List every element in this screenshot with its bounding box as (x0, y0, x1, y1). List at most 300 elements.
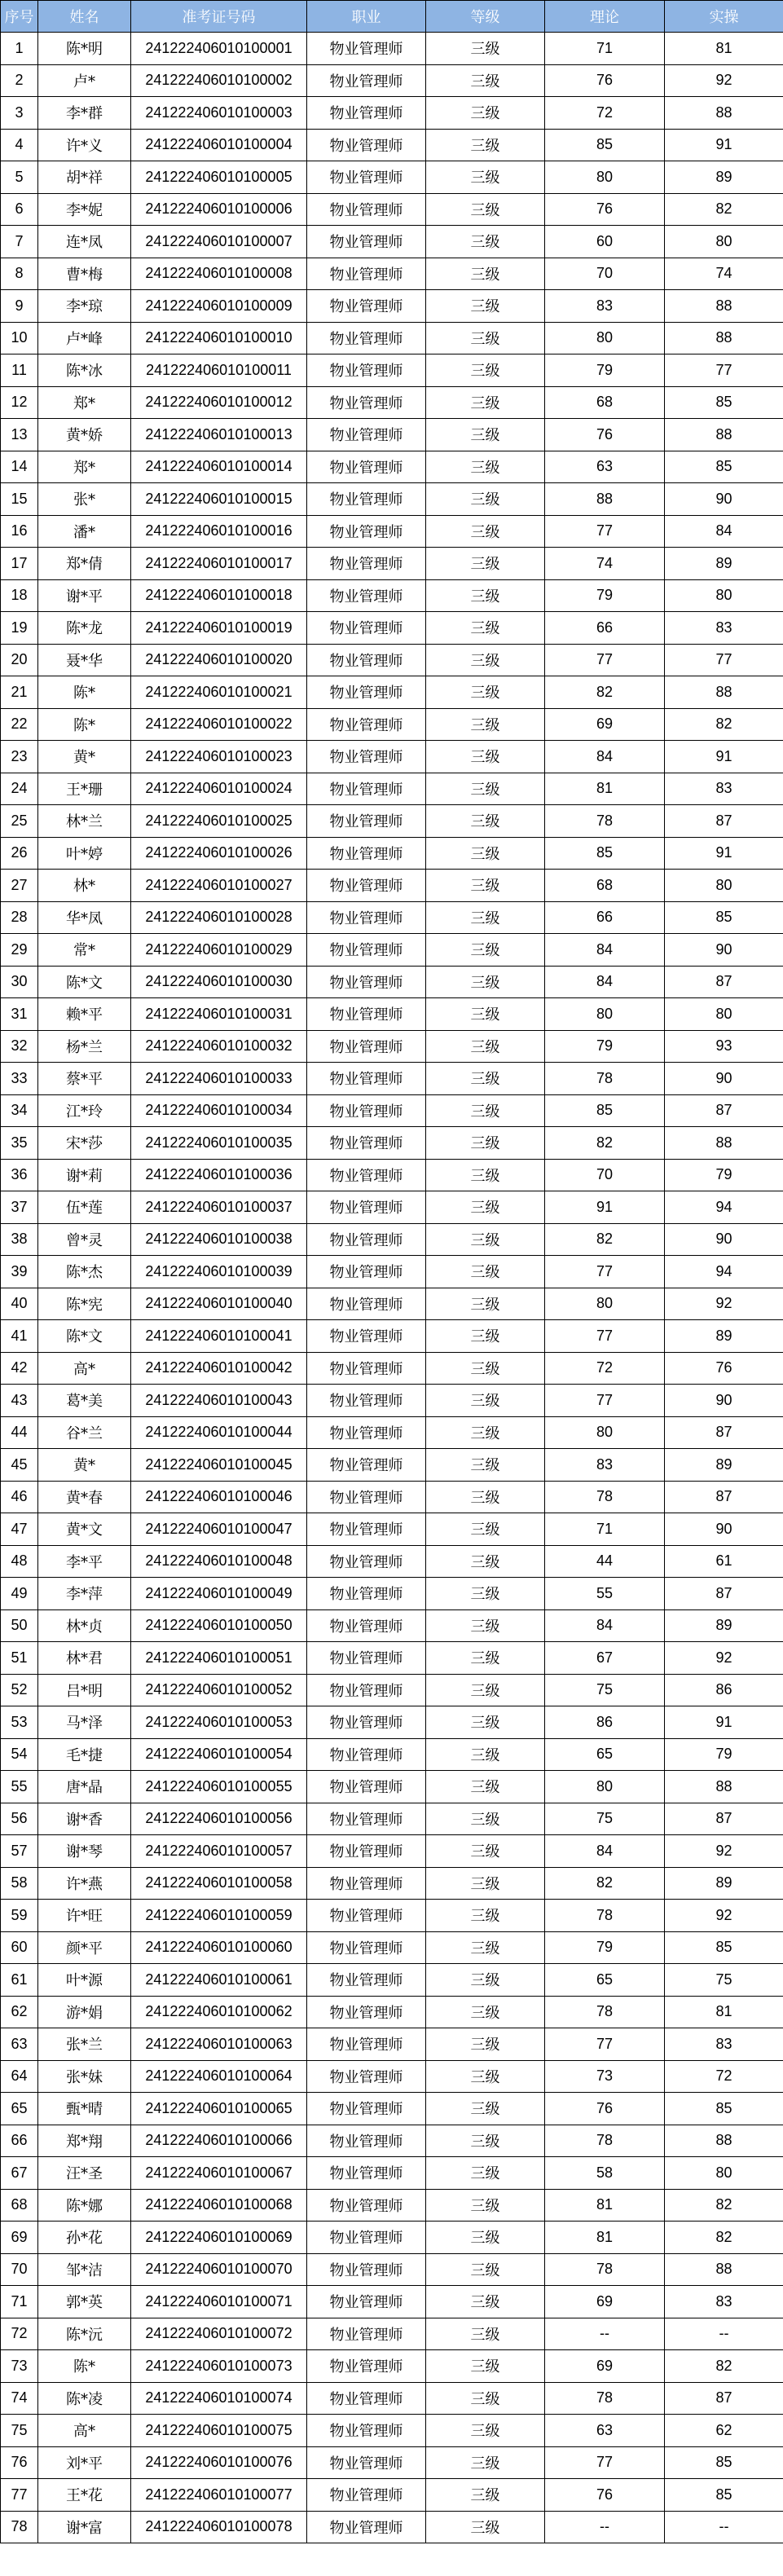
cell-name: 张* (38, 483, 131, 516)
cell-practical: 82 (665, 2350, 783, 2383)
cell-practical: 85 (665, 2479, 783, 2512)
cell-occupation: 物业管理师 (307, 966, 426, 998)
cell-level: 三级 (426, 1191, 545, 1224)
cell-practical: 90 (665, 934, 783, 967)
cell-seq: 51 (1, 1642, 38, 1675)
cell-exam-number: 241222406010100048 (131, 1545, 307, 1578)
cell-name: 李*琼 (38, 290, 131, 323)
cell-seq: 77 (1, 2479, 38, 2512)
cell-exam-number: 241222406010100023 (131, 741, 307, 773)
cell-level: 三级 (426, 1352, 545, 1385)
cell-practical: 81 (665, 1996, 783, 2028)
cell-occupation: 物业管理师 (307, 161, 426, 194)
cell-name: 郭*英 (38, 2286, 131, 2318)
cell-theory: 80 (545, 1288, 665, 1320)
cell-theory: 81 (545, 773, 665, 805)
cell-practical: 85 (665, 2093, 783, 2125)
table-row (1, 548, 783, 580)
cell-occupation: 物业管理师 (307, 1481, 426, 1513)
cell-exam-number: 241222406010100004 (131, 129, 307, 161)
cell-name: 许*义 (38, 129, 131, 161)
cell-seq: 7 (1, 226, 38, 258)
table-row (1, 1674, 783, 1706)
table-row (1, 1481, 783, 1513)
table-row (1, 579, 783, 612)
header-exam-number: 准考证号码 (131, 1, 307, 33)
cell-theory: 77 (545, 515, 665, 548)
cell-theory: 66 (545, 901, 665, 934)
cell-exam-number: 241222406010100065 (131, 2093, 307, 2125)
cell-seq: 74 (1, 2382, 38, 2415)
cell-name: 张*妹 (38, 2060, 131, 2093)
cell-practical: 72 (665, 2060, 783, 2093)
cell-name: 连*凤 (38, 226, 131, 258)
cell-theory: 60 (545, 226, 665, 258)
cell-exam-number: 241222406010100030 (131, 966, 307, 998)
cell-practical: 91 (665, 837, 783, 870)
cell-level: 三级 (426, 2093, 545, 2125)
table-row (1, 2479, 783, 2512)
cell-name: 李*萍 (38, 1578, 131, 1610)
cell-theory: 86 (545, 1706, 665, 1739)
cell-level: 三级 (426, 548, 545, 580)
table-row (1, 226, 783, 258)
cell-theory: 84 (545, 1835, 665, 1868)
cell-practical: 94 (665, 1191, 783, 1224)
cell-name: 李*妮 (38, 193, 131, 226)
cell-seq: 70 (1, 2253, 38, 2286)
cell-occupation: 物业管理师 (307, 901, 426, 934)
cell-occupation: 物业管理师 (307, 64, 426, 97)
cell-name: 高* (38, 2415, 131, 2447)
cell-level: 三级 (426, 161, 545, 194)
cell-practical: 79 (665, 1159, 783, 1191)
cell-theory: 79 (545, 354, 665, 387)
cell-practical: 84 (665, 515, 783, 548)
cell-exam-number: 241222406010100025 (131, 805, 307, 838)
cell-theory: 69 (545, 2350, 665, 2383)
cell-occupation: 物业管理师 (307, 644, 426, 676)
cell-theory: 44 (545, 1545, 665, 1578)
cell-occupation: 物业管理师 (307, 1063, 426, 1095)
cell-practical: 91 (665, 741, 783, 773)
cell-theory: 83 (545, 1449, 665, 1482)
cell-seq: 49 (1, 1578, 38, 1610)
cell-occupation: 物业管理师 (307, 579, 426, 612)
cell-occupation: 物业管理师 (307, 2286, 426, 2318)
cell-name: 张*兰 (38, 2028, 131, 2061)
cell-theory: 65 (545, 1964, 665, 1997)
table-row (1, 1352, 783, 1385)
cell-exam-number: 241222406010100006 (131, 193, 307, 226)
table-row (1, 2253, 783, 2286)
cell-exam-number: 241222406010100005 (131, 161, 307, 194)
cell-seq: 47 (1, 1513, 38, 1546)
cell-practical: 87 (665, 1416, 783, 1449)
cell-exam-number: 241222406010100036 (131, 1159, 307, 1191)
cell-level: 三级 (426, 1127, 545, 1160)
cell-exam-number: 241222406010100075 (131, 2415, 307, 2447)
cell-level: 三级 (426, 290, 545, 323)
cell-name: 江*玲 (38, 1094, 131, 1127)
table-row (1, 998, 783, 1031)
cell-seq: 71 (1, 2286, 38, 2318)
cell-exam-number: 241222406010100040 (131, 1288, 307, 1320)
cell-exam-number: 241222406010100017 (131, 548, 307, 580)
cell-seq: 64 (1, 2060, 38, 2093)
table-row (1, 1545, 783, 1578)
cell-exam-number: 241222406010100002 (131, 64, 307, 97)
cell-name: 谢*富 (38, 2511, 131, 2543)
cell-exam-number: 241222406010100035 (131, 1127, 307, 1160)
cell-seq: 14 (1, 451, 38, 483)
cell-seq: 56 (1, 1803, 38, 1835)
cell-level: 三级 (426, 1835, 545, 1868)
cell-seq: 26 (1, 837, 38, 870)
cell-seq: 8 (1, 258, 38, 290)
table-row (1, 1256, 783, 1288)
cell-level: 三级 (426, 1674, 545, 1706)
table-row (1, 64, 783, 97)
cell-practical: 87 (665, 966, 783, 998)
cell-name: 游*娟 (38, 1996, 131, 2028)
cell-exam-number: 241222406010100022 (131, 708, 307, 741)
cell-name: 陈*文 (38, 966, 131, 998)
cell-seq: 75 (1, 2415, 38, 2447)
cell-level: 三级 (426, 64, 545, 97)
cell-practical: 83 (665, 612, 783, 645)
cell-level: 三级 (426, 708, 545, 741)
cell-occupation: 物业管理师 (307, 97, 426, 130)
cell-name: 陈*龙 (38, 612, 131, 645)
cell-practical: 89 (665, 1320, 783, 1353)
cell-theory: 77 (545, 644, 665, 676)
cell-seq: 10 (1, 322, 38, 354)
cell-level: 三级 (426, 1578, 545, 1610)
cell-level: 三级 (426, 1738, 545, 1771)
cell-occupation: 物业管理师 (307, 226, 426, 258)
cell-occupation: 物业管理师 (307, 515, 426, 548)
cell-seq: 27 (1, 870, 38, 902)
cell-seq: 68 (1, 2189, 38, 2222)
cell-seq: 46 (1, 1481, 38, 1513)
cell-occupation: 物业管理师 (307, 1545, 426, 1578)
cell-exam-number: 241222406010100057 (131, 1835, 307, 1868)
cell-theory: -- (545, 2511, 665, 2543)
cell-practical: 82 (665, 2189, 783, 2222)
cell-name: 陈*宪 (38, 1288, 131, 1320)
cell-practical: 85 (665, 386, 783, 419)
cell-practical: 92 (665, 64, 783, 97)
cell-seq: 61 (1, 1964, 38, 1997)
cell-level: 三级 (426, 1385, 545, 1417)
cell-practical: 87 (665, 1578, 783, 1610)
cell-exam-number: 241222406010100047 (131, 1513, 307, 1546)
table-row (1, 1964, 783, 1997)
cell-occupation: 物业管理师 (307, 1159, 426, 1191)
cell-exam-number: 241222406010100011 (131, 354, 307, 387)
cell-theory: 77 (545, 1320, 665, 1353)
cell-name: 黄*娇 (38, 419, 131, 451)
table-row (1, 1900, 783, 1932)
cell-theory: 79 (545, 1030, 665, 1063)
table-row (1, 290, 783, 323)
cell-theory: 77 (545, 2446, 665, 2479)
cell-name: 刘*平 (38, 2446, 131, 2479)
header-row (1, 1, 783, 33)
cell-theory: 65 (545, 1738, 665, 1771)
cell-occupation: 物业管理师 (307, 2479, 426, 2512)
cell-seq: 34 (1, 1094, 38, 1127)
cell-seq: 21 (1, 676, 38, 709)
cell-seq: 22 (1, 708, 38, 741)
table-row (1, 1996, 783, 2028)
table-body (1, 33, 783, 2543)
table-row (1, 1931, 783, 1964)
cell-practical: 83 (665, 2028, 783, 2061)
cell-level: 三级 (426, 515, 545, 548)
table-row (1, 1159, 783, 1191)
cell-exam-number: 241222406010100041 (131, 1320, 307, 1353)
cell-seq: 65 (1, 2093, 38, 2125)
cell-name: 胡*祥 (38, 161, 131, 194)
cell-exam-number: 241222406010100056 (131, 1803, 307, 1835)
cell-name: 陈*文 (38, 1320, 131, 1353)
cell-exam-number: 241222406010100045 (131, 1449, 307, 1482)
cell-name: 常* (38, 934, 131, 967)
cell-occupation: 物业管理师 (307, 1771, 426, 1803)
table-row (1, 2028, 783, 2061)
cell-practical: 79 (665, 1738, 783, 1771)
cell-theory: 80 (545, 1416, 665, 1449)
cell-theory: 79 (545, 579, 665, 612)
cell-exam-number: 241222406010100029 (131, 934, 307, 967)
cell-level: 三级 (426, 2060, 545, 2093)
cell-theory: 77 (545, 1256, 665, 1288)
table-row (1, 1063, 783, 1095)
cell-theory: 70 (545, 1159, 665, 1191)
cell-level: 三级 (426, 1288, 545, 1320)
cell-level: 三级 (426, 1481, 545, 1513)
cell-exam-number: 241222406010100055 (131, 1771, 307, 1803)
cell-exam-number: 241222406010100007 (131, 226, 307, 258)
cell-exam-number: 241222406010100078 (131, 2511, 307, 2543)
cell-practical: 75 (665, 1964, 783, 1997)
cell-name: 谢*莉 (38, 1159, 131, 1191)
cell-name: 林*君 (38, 1642, 131, 1675)
cell-exam-number: 241222406010100061 (131, 1964, 307, 1997)
cell-occupation: 物业管理师 (307, 1931, 426, 1964)
cell-name: 黄* (38, 741, 131, 773)
cell-exam-number: 241222406010100009 (131, 290, 307, 323)
cell-seq: 53 (1, 1706, 38, 1739)
cell-practical: 90 (665, 1385, 783, 1417)
cell-seq: 52 (1, 1674, 38, 1706)
cell-occupation: 物业管理师 (307, 1385, 426, 1417)
cell-practical: 91 (665, 129, 783, 161)
cell-occupation: 物业管理师 (307, 1256, 426, 1288)
cell-level: 三级 (426, 386, 545, 419)
cell-practical: 85 (665, 901, 783, 934)
cell-practical: 87 (665, 1481, 783, 1513)
cell-level: 三级 (426, 193, 545, 226)
cell-name: 卢*峰 (38, 322, 131, 354)
cell-name: 陈*沅 (38, 2318, 131, 2350)
cell-seq: 36 (1, 1159, 38, 1191)
cell-level: 三级 (426, 2189, 545, 2222)
table-row (1, 354, 783, 387)
cell-name: 汪*圣 (38, 2157, 131, 2190)
cell-occupation: 物业管理师 (307, 676, 426, 709)
cell-occupation: 物业管理师 (307, 773, 426, 805)
cell-level: 三级 (426, 97, 545, 130)
cell-practical: 74 (665, 258, 783, 290)
cell-occupation: 物业管理师 (307, 1609, 426, 1642)
cell-level: 三级 (426, 322, 545, 354)
cell-level: 三级 (426, 1416, 545, 1449)
table-row (1, 1738, 783, 1771)
cell-name: 黄*文 (38, 1513, 131, 1546)
cell-name: 谢*琴 (38, 1835, 131, 1868)
cell-exam-number: 241222406010100014 (131, 451, 307, 483)
table-row (1, 1449, 783, 1482)
cell-name: 甄*晴 (38, 2093, 131, 2125)
cell-theory: 73 (545, 2060, 665, 2093)
cell-occupation: 物业管理师 (307, 193, 426, 226)
cell-practical: 85 (665, 2446, 783, 2479)
cell-occupation: 物业管理师 (307, 2318, 426, 2350)
table-row (1, 1578, 783, 1610)
cell-theory: 71 (545, 33, 665, 65)
cell-level: 三级 (426, 2286, 545, 2318)
cell-level: 三级 (426, 226, 545, 258)
cell-name: 李*群 (38, 97, 131, 130)
cell-level: 三级 (426, 2157, 545, 2190)
cell-practical: 94 (665, 1256, 783, 1288)
cell-practical: 89 (665, 548, 783, 580)
cell-seq: 29 (1, 934, 38, 967)
cell-level: 三级 (426, 354, 545, 387)
cell-theory: 91 (545, 1191, 665, 1224)
cell-practical: 82 (665, 2222, 783, 2254)
cell-theory: 78 (545, 1063, 665, 1095)
cell-theory: 76 (545, 419, 665, 451)
cell-occupation: 物业管理师 (307, 548, 426, 580)
table-row (1, 2286, 783, 2318)
cell-exam-number: 241222406010100012 (131, 386, 307, 419)
table-header (1, 1, 783, 33)
table-row (1, 612, 783, 645)
cell-exam-number: 241222406010100050 (131, 1609, 307, 1642)
table-row (1, 483, 783, 516)
cell-seq: 76 (1, 2446, 38, 2479)
cell-theory: 77 (545, 2028, 665, 2061)
header-level: 等级 (426, 1, 545, 33)
cell-occupation: 物业管理师 (307, 837, 426, 870)
cell-level: 三级 (426, 1256, 545, 1288)
header-practical: 实操 (665, 1, 783, 33)
cell-level: 三级 (426, 1867, 545, 1900)
cell-occupation: 物业管理师 (307, 2446, 426, 2479)
cell-exam-number: 241222406010100031 (131, 998, 307, 1031)
cell-theory: 66 (545, 612, 665, 645)
cell-practical: 88 (665, 419, 783, 451)
cell-level: 三级 (426, 1931, 545, 1964)
cell-exam-number: 241222406010100070 (131, 2253, 307, 2286)
table-row (1, 901, 783, 934)
cell-practical: 87 (665, 2382, 783, 2415)
cell-level: 三级 (426, 1513, 545, 1546)
header-occupation: 职业 (307, 1, 426, 33)
table-row (1, 1127, 783, 1160)
cell-occupation: 物业管理师 (307, 1900, 426, 1932)
cell-practical: 90 (665, 1063, 783, 1095)
cell-practical: 88 (665, 1771, 783, 1803)
cell-level: 三级 (426, 1223, 545, 1256)
cell-level: 三级 (426, 837, 545, 870)
cell-level: 三级 (426, 419, 545, 451)
cell-theory: 78 (545, 2125, 665, 2157)
cell-level: 三级 (426, 1159, 545, 1191)
table-row (1, 1835, 783, 1868)
cell-seq: 48 (1, 1545, 38, 1578)
cell-level: 三级 (426, 870, 545, 902)
cell-theory: 77 (545, 1385, 665, 1417)
cell-exam-number: 241222406010100066 (131, 2125, 307, 2157)
cell-level: 三级 (426, 451, 545, 483)
cell-seq: 2 (1, 64, 38, 97)
cell-name: 郑*翔 (38, 2125, 131, 2157)
cell-level: 三级 (426, 1706, 545, 1739)
cell-seq: 19 (1, 612, 38, 645)
cell-exam-number: 241222406010100034 (131, 1094, 307, 1127)
cell-occupation: 物业管理师 (307, 1867, 426, 1900)
cell-practical: 62 (665, 2415, 783, 2447)
cell-practical: 88 (665, 322, 783, 354)
cell-practical: -- (665, 2318, 783, 2350)
cell-level: 三级 (426, 1030, 545, 1063)
table-row (1, 2446, 783, 2479)
table-row (1, 2222, 783, 2254)
cell-level: 三级 (426, 1609, 545, 1642)
cell-occupation: 物业管理师 (307, 2382, 426, 2415)
table-row (1, 1867, 783, 1900)
cell-theory: 85 (545, 129, 665, 161)
table-row (1, 2189, 783, 2222)
cell-name: 陈*冰 (38, 354, 131, 387)
cell-occupation: 物业管理师 (307, 1996, 426, 2028)
cell-seq: 18 (1, 579, 38, 612)
cell-name: 叶*婷 (38, 837, 131, 870)
table-row (1, 805, 783, 838)
cell-exam-number: 241222406010100024 (131, 773, 307, 805)
cell-practical: 89 (665, 1449, 783, 1482)
cell-level: 三级 (426, 2446, 545, 2479)
cell-practical: 88 (665, 1127, 783, 1160)
cell-seq: 25 (1, 805, 38, 838)
table-row (1, 451, 783, 483)
cell-level: 三级 (426, 773, 545, 805)
table-row (1, 1706, 783, 1739)
cell-level: 三级 (426, 1063, 545, 1095)
table-row (1, 1385, 783, 1417)
cell-occupation: 物业管理师 (307, 1094, 426, 1127)
cell-exam-number: 241222406010100046 (131, 1481, 307, 1513)
cell-practical: 83 (665, 2286, 783, 2318)
cell-practical: 82 (665, 708, 783, 741)
cell-exam-number: 241222406010100062 (131, 1996, 307, 2028)
cell-seq: 45 (1, 1449, 38, 1482)
